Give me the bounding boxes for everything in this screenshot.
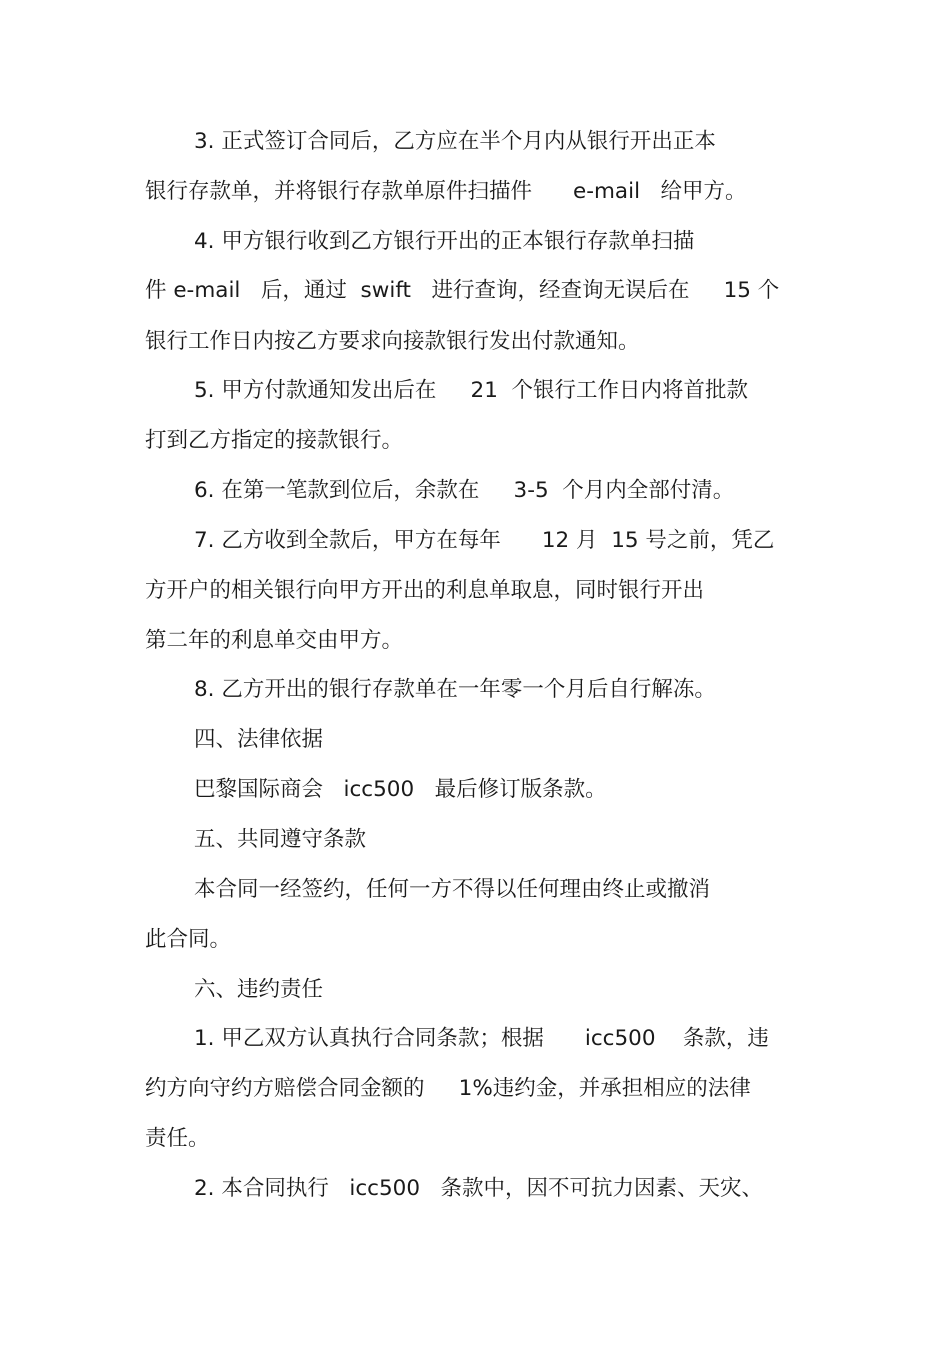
- text-line-clause-5: 5. 甲方付款通知发出后在 21 个银行工作日内将首批款: [194, 378, 749, 403]
- text-line-legal-basis: 巴黎国际商会 icc500 最后修订版条款。: [194, 777, 607, 802]
- text-line-clause-4-cont-2: 银行工作日内按乙方要求向接款银行发出付款通知。: [145, 329, 640, 354]
- text-line-clause-5-cont: 打到乙方指定的接款银行。: [145, 428, 404, 453]
- text-line-clause-7-cont-1: 方开户的相关银行向甲方开出的利息单取息，同时银行开出: [145, 578, 705, 603]
- text-line-clause-4-cont-1: 件 e-mail 后，通过 swift 进行查询，经查询无误后在 15 个: [145, 278, 780, 303]
- text-line-clause-3: 3. 正式签订合同后，乙方应在半个月内从银行开出正本: [194, 129, 716, 154]
- text-line-liability-1-cont-2: 责任。: [145, 1126, 210, 1151]
- text-line-clause-6: 6. 在第一笔款到位后，余款在 3-5 个月内全部付清。: [194, 478, 735, 503]
- text-line-clause-7-cont-2: 第二年的利息单交由甲方。: [145, 628, 404, 653]
- text-line-clause-3-cont: 银行存款单，并将银行存款单原件扫描件 e-mail 给甲方。: [145, 179, 747, 204]
- text-line-common-terms-cont: 此合同。: [145, 927, 232, 952]
- text-line-common-terms: 本合同一经签约，任何一方不得以任何理由终止或撤消: [194, 877, 711, 902]
- text-line-liability-1-cont-1: 约方向守约方赔偿合同金额的 1%违约金，并承担相应的法律: [145, 1076, 751, 1101]
- section-heading-common-terms: 五、共同遵守条款: [194, 827, 367, 852]
- section-heading-liability: 六、违约责任: [194, 977, 324, 1002]
- text-line-clause-7: 7. 乙方收到全款后，甲方在每年 12 月 15 号之前，凭乙: [194, 528, 775, 553]
- text-line-liability-2: 2. 本合同执行 icc500 条款中，因不可抗力因素、天灾、: [194, 1176, 764, 1201]
- text-line-clause-8: 8. 乙方开出的银行存款单在一年零一个月后自行解冻。: [194, 677, 716, 702]
- text-line-liability-1: 1. 甲乙双方认真执行合同条款；根据 icc500 条款，违: [194, 1026, 769, 1051]
- text-line-clause-4: 4. 甲方银行收到乙方银行开出的正本银行存款单扫描: [194, 229, 695, 254]
- section-heading-legal-basis: 四、法律依据: [194, 727, 324, 752]
